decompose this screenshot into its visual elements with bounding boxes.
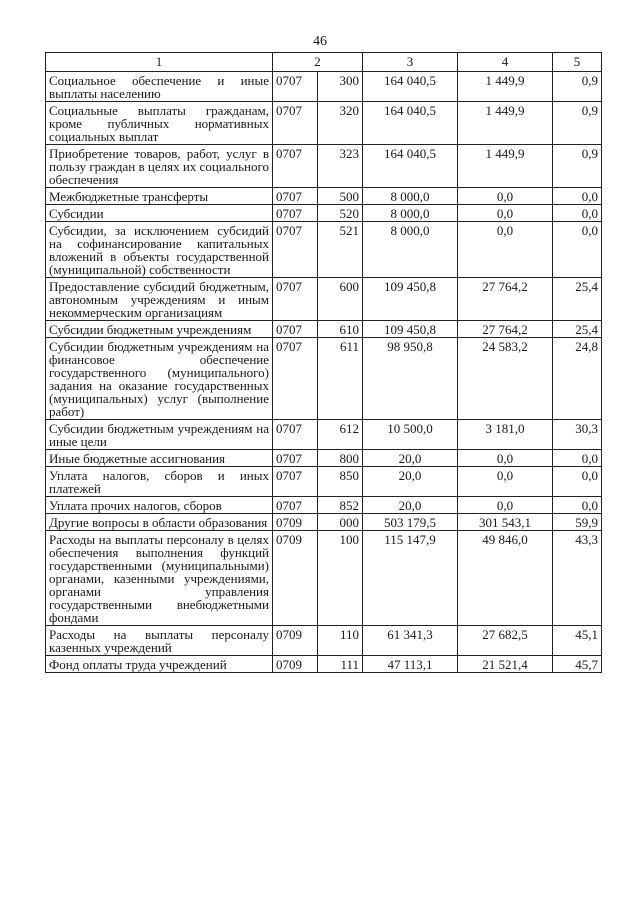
row-section-cell: 0707: [273, 420, 318, 450]
row-fact-cell: 21 521,4: [458, 656, 553, 673]
table-row: [46, 626, 602, 656]
row-type-cell: 000: [318, 514, 363, 531]
row-name-cell: Уплата налогов, сборов и иных платежей: [46, 467, 273, 497]
table-row: [46, 205, 602, 222]
header-col-3: 3: [363, 53, 458, 72]
row-percent-cell: 24,8: [553, 338, 602, 420]
header-row: [46, 53, 602, 72]
row-percent-cell: 59,9: [553, 514, 602, 531]
header-col-5: 5: [553, 53, 602, 72]
table-row: [46, 420, 602, 450]
row-section-cell: 0709: [273, 656, 318, 673]
row-plan-cell: 61 341,3: [363, 626, 458, 656]
row-plan-cell: 98 950,8: [363, 338, 458, 420]
row-plan-cell: 20,0: [363, 450, 458, 467]
row-fact-cell: 3 181,0: [458, 420, 553, 450]
row-fact-cell: 27 764,2: [458, 321, 553, 338]
row-plan-cell: 8 000,0: [363, 222, 458, 278]
table-row: [46, 102, 602, 145]
row-name-cell: Другие вопросы в области образования: [46, 514, 273, 531]
row-type-cell: 323: [318, 145, 363, 188]
row-fact-cell: 27 764,2: [458, 278, 553, 321]
row-fact-cell: 27 682,5: [458, 626, 553, 656]
table-row: [46, 531, 602, 626]
row-fact-cell: 0,0: [458, 188, 553, 205]
table-row: [46, 497, 602, 514]
row-section-cell: 0707: [273, 321, 318, 338]
row-section-cell: 0707: [273, 497, 318, 514]
row-plan-cell: 47 113,1: [363, 656, 458, 673]
table-row: [46, 188, 602, 205]
row-name-cell: Предоставление субсидий бюджетным, автономным учреждениям и иным некоммерческим организациям: [46, 278, 273, 321]
row-percent-cell: 0,0: [553, 222, 602, 278]
row-name-cell: Уплата прочих налогов, сборов: [46, 497, 273, 514]
row-fact-cell: 1 449,9: [458, 102, 553, 145]
row-percent-cell: 45,1: [553, 626, 602, 656]
row-fact-cell: 0,0: [458, 450, 553, 467]
row-fact-cell: 0,0: [458, 222, 553, 278]
row-type-cell: 600: [318, 278, 363, 321]
row-type-cell: 100: [318, 531, 363, 626]
row-type-cell: 111: [318, 656, 363, 673]
page-number: 46: [313, 34, 327, 49]
table-row: [46, 467, 602, 497]
row-fact-cell: 1 449,9: [458, 72, 553, 102]
row-section-cell: 0707: [273, 338, 318, 420]
row-plan-cell: 109 450,8: [363, 321, 458, 338]
row-section-cell: 0709: [273, 626, 318, 656]
row-type-cell: 300: [318, 72, 363, 102]
row-fact-cell: 24 583,2: [458, 338, 553, 420]
row-name-cell: Межбюджетные трансферты: [46, 188, 273, 205]
row-section-cell: 0707: [273, 205, 318, 222]
row-percent-cell: 0,0: [553, 467, 602, 497]
row-plan-cell: 164 040,5: [363, 72, 458, 102]
row-name-cell: Субсидии: [46, 205, 273, 222]
row-type-cell: 320: [318, 102, 363, 145]
row-plan-cell: 20,0: [363, 467, 458, 497]
row-type-cell: 521: [318, 222, 363, 278]
row-type-cell: 850: [318, 467, 363, 497]
row-percent-cell: 0,9: [553, 102, 602, 145]
header-col-2: 2: [273, 53, 363, 72]
header-col-1: 1: [46, 53, 273, 72]
row-percent-cell: 0,9: [553, 145, 602, 188]
row-section-cell: 0707: [273, 467, 318, 497]
row-fact-cell: 301 543,1: [458, 514, 553, 531]
table-row: [46, 321, 602, 338]
row-percent-cell: 0,9: [553, 72, 602, 102]
row-name-cell: Субсидии, за исключением субсидий на софинансирование капитальных вложений в объекты государственной (муниципальной) собственности: [46, 222, 273, 278]
table-row: [46, 338, 602, 420]
row-type-cell: 500: [318, 188, 363, 205]
row-name-cell: Социальные выплаты гражданам, кроме публичных нормативных социальных выплат: [46, 102, 273, 145]
row-percent-cell: 0,0: [553, 497, 602, 514]
budget-table: [45, 52, 602, 673]
row-name-cell: Расходы на выплаты персоналу казенных учреждений: [46, 626, 273, 656]
row-fact-cell: 49 846,0: [458, 531, 553, 626]
row-section-cell: 0709: [273, 514, 318, 531]
row-type-cell: 800: [318, 450, 363, 467]
row-fact-cell: 0,0: [458, 205, 553, 222]
table-row: [46, 145, 602, 188]
row-percent-cell: 45,7: [553, 656, 602, 673]
table-row: [46, 514, 602, 531]
table-row: [46, 222, 602, 278]
table-row: [46, 72, 602, 102]
row-plan-cell: 503 179,5: [363, 514, 458, 531]
row-fact-cell: 1 449,9: [458, 145, 553, 188]
row-fact-cell: 0,0: [458, 497, 553, 514]
row-name-cell: Субсидии бюджетным учреждениям: [46, 321, 273, 338]
row-type-cell: 852: [318, 497, 363, 514]
row-fact-cell: 0,0: [458, 467, 553, 497]
row-percent-cell: 43,3: [553, 531, 602, 626]
row-percent-cell: 0,0: [553, 188, 602, 205]
row-section-cell: 0707: [273, 188, 318, 205]
row-section-cell: 0707: [273, 450, 318, 467]
table-row: [46, 278, 602, 321]
row-plan-cell: 20,0: [363, 497, 458, 514]
row-type-cell: 612: [318, 420, 363, 450]
row-percent-cell: 30,3: [553, 420, 602, 450]
row-section-cell: 0707: [273, 102, 318, 145]
row-name-cell: Приобретение товаров, работ, услуг в пользу граждан в целях их социального обеспечения: [46, 145, 273, 188]
row-plan-cell: 109 450,8: [363, 278, 458, 321]
table-row: [46, 450, 602, 467]
row-name-cell: Иные бюджетные ассигнования: [46, 450, 273, 467]
row-plan-cell: 10 500,0: [363, 420, 458, 450]
row-name-cell: Социальное обеспечение и иные выплаты населению: [46, 72, 273, 102]
row-type-cell: 520: [318, 205, 363, 222]
row-section-cell: 0709: [273, 531, 318, 626]
header-col-4: 4: [458, 53, 553, 72]
row-percent-cell: 0,0: [553, 205, 602, 222]
row-percent-cell: 25,4: [553, 278, 602, 321]
row-plan-cell: 8 000,0: [363, 205, 458, 222]
row-name-cell: Расходы на выплаты персоналу в целях обеспечения выполнения функций государственными (муниципальными) органами, казенными учреждениями, органами управления государственными внебюджетными фондами: [46, 531, 273, 626]
row-name-cell: Субсидии бюджетным учреждениям на иные цели: [46, 420, 273, 450]
row-type-cell: 110: [318, 626, 363, 656]
row-section-cell: 0707: [273, 72, 318, 102]
row-section-cell: 0707: [273, 145, 318, 188]
row-plan-cell: 164 040,5: [363, 145, 458, 188]
row-type-cell: 611: [318, 338, 363, 420]
row-percent-cell: 25,4: [553, 321, 602, 338]
table-row: [46, 656, 602, 673]
row-name-cell: Субсидии бюджетным учреждениям на финансовое обеспечение государственного (муниципального) задания на оказание государственных (муниципальных) услуг (выполнение работ): [46, 338, 273, 420]
row-section-cell: 0707: [273, 278, 318, 321]
row-name-cell: Фонд оплаты труда учреждений: [46, 656, 273, 673]
row-plan-cell: 115 147,9: [363, 531, 458, 626]
row-percent-cell: 0,0: [553, 450, 602, 467]
row-section-cell: 0707: [273, 222, 318, 278]
row-plan-cell: 164 040,5: [363, 102, 458, 145]
row-plan-cell: 8 000,0: [363, 188, 458, 205]
row-type-cell: 610: [318, 321, 363, 338]
